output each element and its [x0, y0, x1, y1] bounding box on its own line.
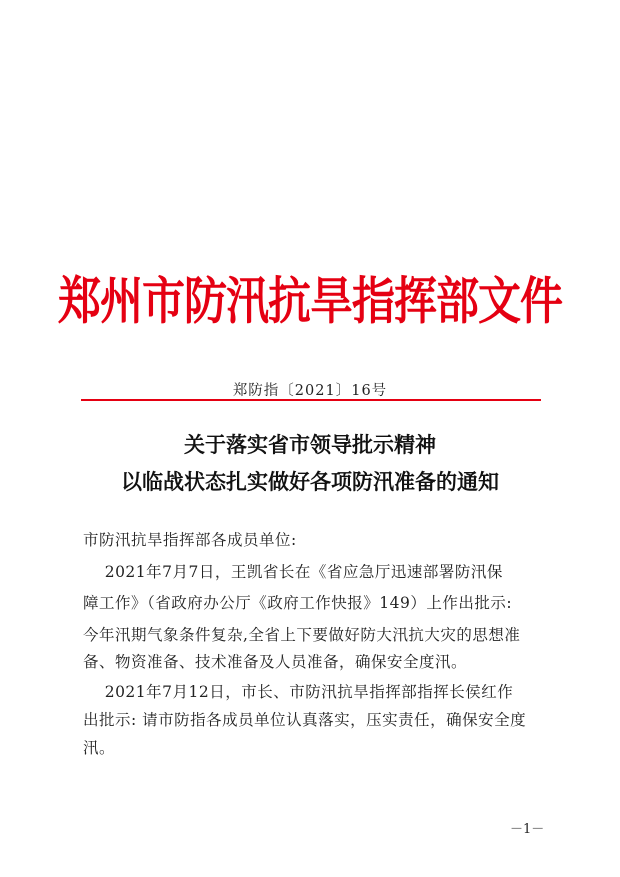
body-line: 2021年7月12日，市长、市防汛抗旱指挥部指挥长侯红作	[83, 683, 514, 701]
body-line: 障工作》（省政府办公厅《政府工作快报》149）上作出批示:	[83, 594, 513, 612]
page-number: －1－	[510, 822, 545, 837]
red-divider-line	[81, 399, 541, 401]
body-line: 备、物资准备、技术准备及人员准备，确保安全度汛。	[83, 653, 468, 671]
body-line: 今年汛期气象条件复杂,全省上下要做好防大汛抗大灾的思想准	[83, 626, 521, 644]
notice-title-line-2: 以临战状态扎实做好各项防汛准备的通知	[121, 470, 499, 494]
body-line: 出批示: 请市防指各成员单位认真落实，压实责任，确保安全度	[83, 711, 527, 729]
body-line: 汛。	[83, 739, 116, 757]
body-line: 2021年7月7日，王凯省长在《省应急厅迅速部署防汛保	[83, 563, 503, 581]
notice-title-line-1: 关于落实省市领导批示精神	[184, 433, 436, 457]
masthead-title: 郑州市防汛抗旱指挥部文件	[58, 272, 562, 332]
body-line: 市防汛抗旱指挥部各成员单位:	[83, 531, 297, 549]
document-number: 郑防指〔2021〕16号	[232, 383, 388, 399]
